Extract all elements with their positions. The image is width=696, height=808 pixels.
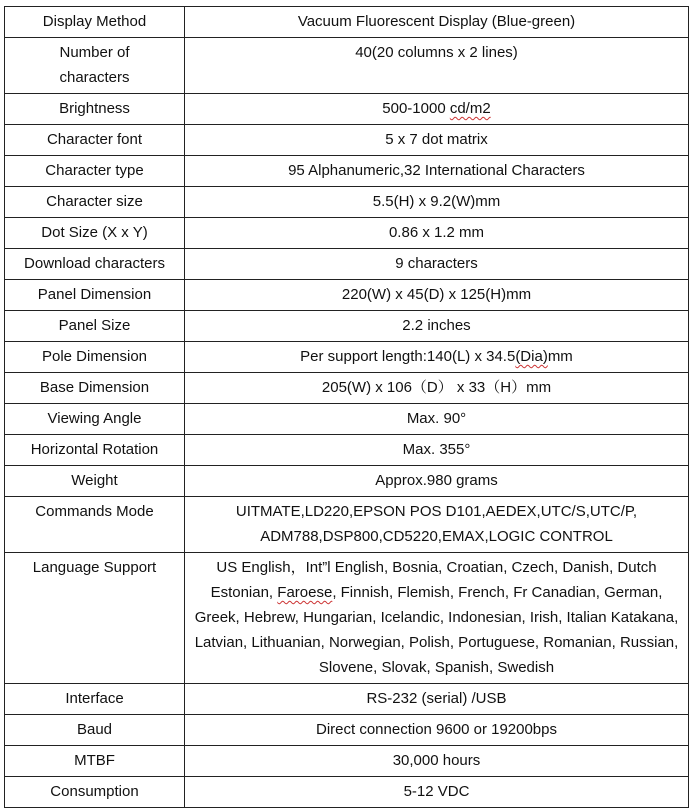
- spec-row-character-type: [5, 156, 689, 187]
- spec-row-character-font: [5, 125, 689, 156]
- spec-value: 5-12 VDC: [185, 777, 689, 808]
- spec-row-pole-dimension: [5, 342, 689, 373]
- spec-label: Viewing Angle: [5, 404, 185, 435]
- spec-value: [185, 553, 689, 684]
- spec-value: 95 Alphanumeric,32 International Characters: [185, 156, 689, 187]
- spellcheck-marked-text: Faroese: [277, 584, 333, 601]
- spec-value: 0.86 x 1.2 mm: [185, 218, 689, 249]
- spec-value: 9 characters: [185, 249, 689, 280]
- spec-value: [185, 94, 689, 125]
- spec-label: Baud: [5, 715, 185, 746]
- spec-value-text: mm: [547, 348, 573, 365]
- spec-label: Pole Dimension: [5, 342, 185, 373]
- spec-value: 205(W) x 106（D） x 33（H）mm: [185, 373, 689, 404]
- spec-row-dot-size: [5, 218, 689, 249]
- spec-row-panel-dimension: [5, 280, 689, 311]
- spec-label: MTBF: [5, 746, 185, 777]
- spec-label: Panel Size: [5, 311, 185, 342]
- spec-value: 220(W) x 45(D) x 125(H)mm: [185, 280, 689, 311]
- spec-label: Panel Dimension: [5, 280, 185, 311]
- spec-row-download-characters: [5, 249, 689, 280]
- spec-value: Direct connection 9600 or 19200bps: [185, 715, 689, 746]
- spec-row-number-of-characters: [5, 38, 689, 94]
- spec-value: 30,000 hours: [185, 746, 689, 777]
- spec-label: Horizontal Rotation: [5, 435, 185, 466]
- spec-value: RS-232 (serial) /USB: [185, 684, 689, 715]
- spec-value: UITMATE,LD220,EPSON POS D101,AEDEX,UTC/S,UTC/P, ADM788,DSP800,CD5220,EMAX,LOGIC CONTROL: [185, 497, 689, 553]
- spec-label: Commands Mode: [5, 497, 185, 553]
- spec-row-base-dimension: [5, 373, 689, 404]
- specification-table: [4, 6, 689, 808]
- spec-label: Weight: [5, 466, 185, 497]
- spec-value-text: US English，Int”l English, Bosnia, Croatian, Czech, Danish, Dutch Estonian,: [210, 559, 657, 601]
- spec-value: 40(20 columns x 2 lines): [185, 38, 689, 94]
- spec-row-horizontal-rotation: [5, 435, 689, 466]
- spec-label: Download characters: [5, 249, 185, 280]
- spec-label: Dot Size (X x Y): [5, 218, 185, 249]
- spec-row-interface: [5, 684, 689, 715]
- spec-row-brightness: [5, 94, 689, 125]
- spec-value: [185, 342, 689, 373]
- spec-label: Character type: [5, 156, 185, 187]
- spec-label: Number of characters: [5, 38, 185, 94]
- spec-label: Base Dimension: [5, 373, 185, 404]
- spec-value-text: , Finnish, Flemish, French, Fr Canadian, German, Greek, Hebrew, Hungarian, Icelandic, Indonesian, Irish, Italian Katakana, Latvian, Lithuanian, Norwegian, Polish, Portuguese, Romanian, Russian, Slovene, Slovak, Spanish, Swedish: [194, 584, 679, 676]
- spec-value: Max. 355°: [185, 435, 689, 466]
- spellcheck-marked-text: cd/m2: [449, 100, 491, 117]
- spec-label: Language Support: [5, 553, 185, 684]
- spec-row-baud: [5, 715, 689, 746]
- spec-row-weight: [5, 466, 689, 497]
- spec-label: Character size: [5, 187, 185, 218]
- spec-row-panel-size: [5, 311, 689, 342]
- spec-value-text: 500-1000: [382, 100, 450, 117]
- spec-row-language-support: [5, 553, 689, 684]
- spec-label: Consumption: [5, 777, 185, 808]
- spec-value: 2.2 inches: [185, 311, 689, 342]
- spec-value: 5 x 7 dot matrix: [185, 125, 689, 156]
- spec-row-display-method: [5, 7, 689, 38]
- spec-row-consumption: [5, 777, 689, 808]
- spec-label: Display Method: [5, 7, 185, 38]
- spec-label: Interface: [5, 684, 185, 715]
- spec-value: Approx.980 grams: [185, 466, 689, 497]
- spec-row-viewing-angle: [5, 404, 689, 435]
- spec-row-commands-mode: [5, 497, 689, 553]
- spec-value: 5.5(H) x 9.2(W)mm: [185, 187, 689, 218]
- spec-value: Vacuum Fluorescent Display (Blue-green): [185, 7, 689, 38]
- spec-label: Character font: [5, 125, 185, 156]
- spec-value: Max. 90°: [185, 404, 689, 435]
- spec-label: Brightness: [5, 94, 185, 125]
- spellcheck-marked-text: (Dia): [515, 348, 548, 365]
- spec-row-character-size: [5, 187, 689, 218]
- spec-value-text: Per support length:140(L) x 34.5: [300, 348, 516, 365]
- spec-row-mtbf: [5, 746, 689, 777]
